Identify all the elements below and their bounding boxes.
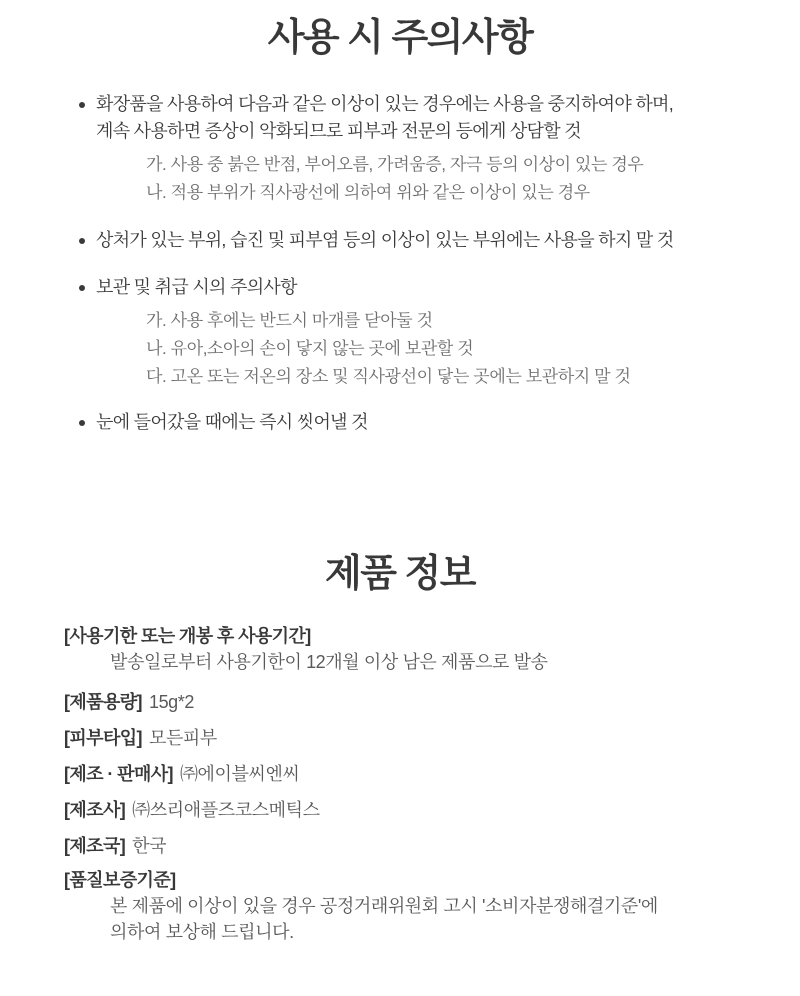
field-row (64, 761, 745, 787)
precaution-sub-list (146, 151, 745, 207)
precautions-title: 사용 시 주의사항 (267, 17, 533, 59)
precautions-list (0, 91, 800, 436)
field-value-block (64, 649, 745, 675)
field-label: [사용기한 또는 개봉 후 사용기간] (64, 626, 311, 646)
product-info-list (0, 623, 800, 945)
field-value: 15g*2 (148, 692, 195, 712)
field-label: [제조국] (64, 836, 126, 856)
precaution-sub-item: 나. 적용 부위가 직사광선에 의하여 위와 같은 이상이 있는 경우 (146, 183, 590, 202)
field-value-line: 본 제품에 이상이 있을 경우 공정거래위원회 고시 '소비자분쟁해결기준'에 (110, 896, 658, 916)
field-row (64, 623, 745, 675)
field-label: [제조사] (64, 800, 126, 820)
field-label: [피부타입] (64, 728, 142, 748)
precaution-sub-list (146, 307, 745, 391)
field-row (64, 689, 745, 715)
precaution-text-line: 보관 및 취급 시의 주의사항 (96, 277, 297, 297)
field-value: 모든피부 (148, 728, 217, 748)
bullet-dot-icon (79, 285, 85, 291)
bullet-dot-icon (79, 420, 85, 426)
precaution-sub-item: 나. 유아,소아의 손이 닿지 않는 곳에 보관할 것 (146, 339, 474, 358)
bullet-dot-icon (79, 238, 85, 244)
precaution-text-line: 눈에 들어갔을 때에는 즉시 씻어낼 것 (96, 412, 368, 432)
precaution-text-line: 화장품을 사용하여 다음과 같은 이상이 있는 경우에는 사용을 중지하여야 하며, (96, 94, 674, 114)
field-row (64, 833, 745, 859)
bullet-dot-icon (79, 102, 85, 108)
precaution-text-line: 계속 사용하면 증상이 악화되므로 피부과 전문의 등에게 상담할 것 (96, 121, 581, 141)
precautions-section (0, 0, 800, 436)
field-value-block (64, 893, 745, 945)
precaution-item (79, 91, 745, 227)
precaution-sub-item: 가. 사용 후에는 반드시 마개를 닫아둘 것 (146, 311, 433, 330)
product-info-section (0, 551, 800, 945)
precaution-sub-item: 다. 고온 또는 저온의 장소 및 직사광선이 닿는 곳에는 보관하지 말 것 (146, 367, 631, 386)
field-label: [품질보증기준] (64, 870, 176, 890)
precaution-sub-item: 가. 사용 중 붉은 반점, 부어오름, 가려움증, 자극 등의 이상이 있는 경우 (146, 155, 644, 174)
field-value: ㈜에이블씨엔씨 (179, 764, 300, 784)
field-row (64, 797, 745, 823)
precaution-item (79, 409, 745, 436)
field-value: 한국 (132, 836, 167, 856)
field-label: [제품용량] (64, 692, 142, 712)
precaution-item (79, 227, 745, 254)
field-value-line: 발송일로부터 사용기한이 12개월 이상 남은 제품으로 발송 (110, 652, 548, 672)
precaution-item (79, 274, 745, 409)
field-row (64, 867, 745, 945)
field-row (64, 725, 745, 751)
precaution-text-line: 상처가 있는 부위, 습진 및 피부염 등의 이상이 있는 부위에는 사용을 하지 말 것 (96, 230, 674, 250)
field-value: ㈜쓰리애플즈코스메틱스 (132, 800, 320, 820)
field-value-line: 의하여 보상해 드립니다. (110, 922, 294, 942)
product-info-title: 제품 정보 (325, 553, 475, 595)
field-label: [제조 · 판매사] (64, 764, 173, 784)
